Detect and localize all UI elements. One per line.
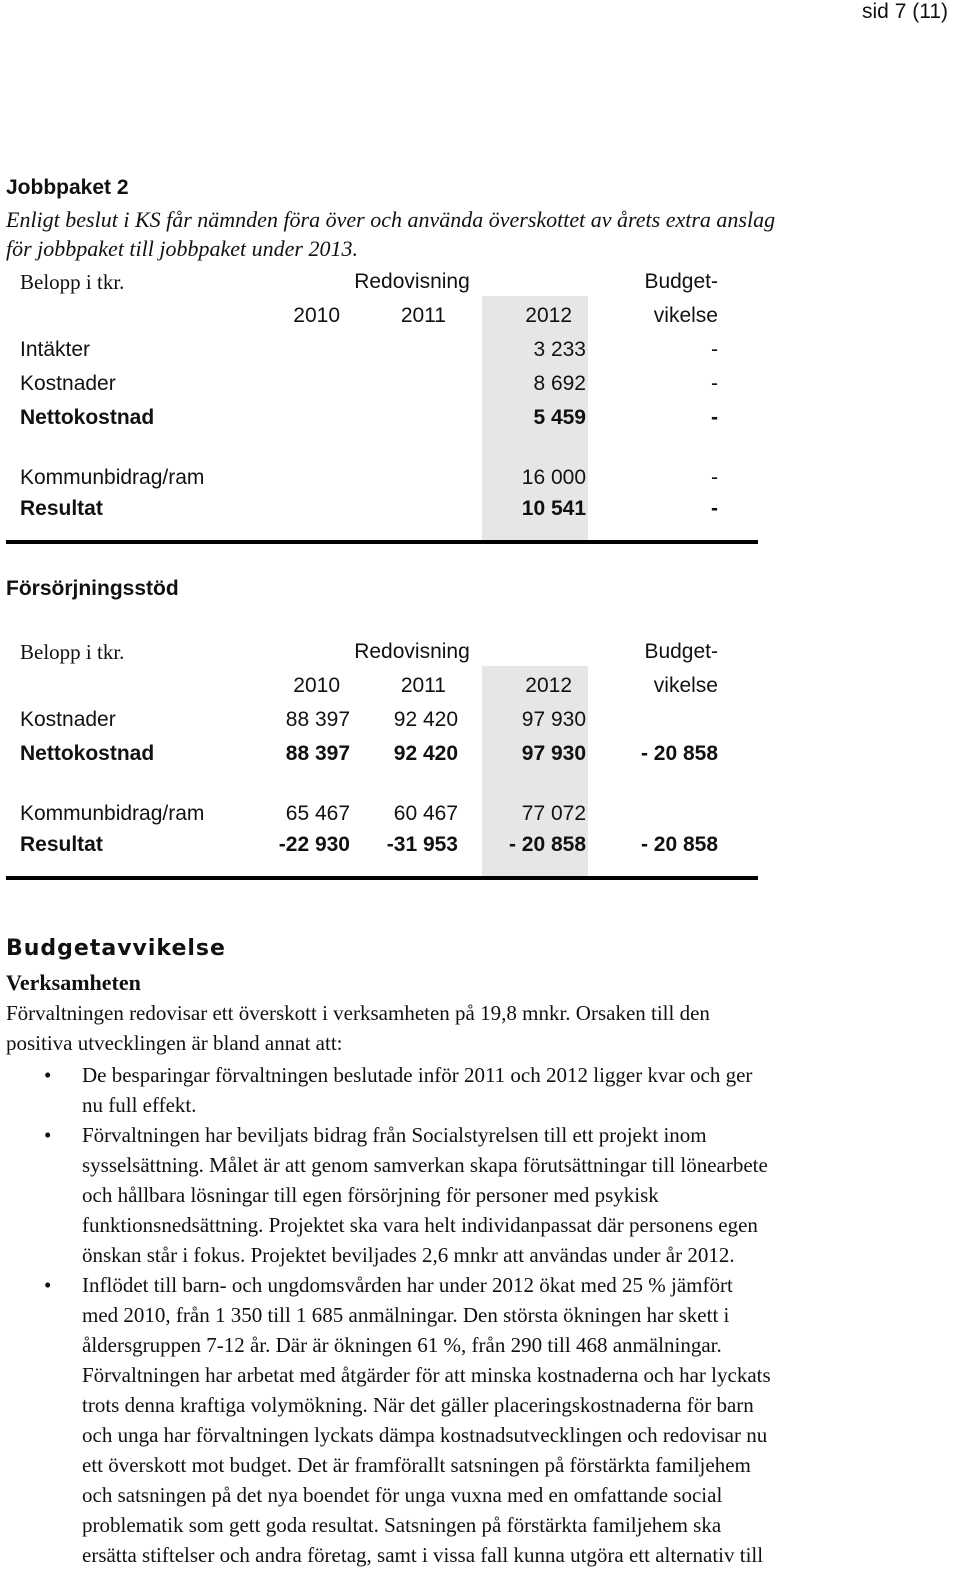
body-paragraph [6,998,856,1058]
bullet-line: och unga har förvaltningen lyckats dämpa kostnadsutvecklingen och redovisar nu [82,1423,768,1447]
year-header-2010: 2010 [293,304,340,327]
row-label-nettokostnad: Nettokostnad [20,406,155,429]
redovisning-header: Redovisning [354,640,470,663]
bullet-line: och hållbara lösningar till egen försörjning för personer med psykisk [82,1183,659,1207]
budget-table-jobbpaket [6,262,758,544]
cell-2011: 60 467 [393,802,458,825]
row-label-kommunbidrag: Kommunbidrag/ram [20,466,205,489]
page-number: sid 7 (11) [862,0,948,23]
bullet-line: funktionsnedsättning. Projektet ska vara helt individanpassat där personens egen [82,1213,758,1237]
bullet-line: åldersgruppen 7-12 år. Där är ökningen 61 %, från 290 till 468 anmälningar. [82,1333,722,1357]
bullet-line: trots denna kraftiga volymökning. När det gäller placeringskostnaderna för barn [82,1393,754,1417]
paragraph-line: positiva utvecklingen är bland annat att: [6,1031,343,1055]
bullet-line: ersätta stiftelser och andra företag, samt i vissa fall kunna utgöra ett alternativ till [82,1543,764,1567]
cell-deviation: - [711,406,718,429]
bullet-icon: • [44,1123,52,1147]
bullet-line: ett överskott mot budget. Det är framförallt satsningen på förstärkta familjehem [82,1453,751,1477]
bullet-line: och satsningen på det nya boendet för unga vuxna med en omfattande social [82,1483,723,1507]
cell-2010: -22 930 [278,833,350,856]
budget-table-forsorjningsstod [6,632,758,880]
bullet-line: sysselsättning. Målet är att genom samverkan skapa förutsättningar till lönearbete [82,1153,768,1177]
cell-2012: 3 233 [533,338,586,361]
cell-2012: 97 930 [521,708,586,731]
section-heading-forsorjningsstod: Försörjningsstöd [6,577,179,600]
row-label-resultat: Resultat [20,833,103,856]
cell-2011: 92 420 [393,708,458,731]
cell-2012: 16 000 [521,466,586,489]
cell-deviation: - [711,372,718,395]
row-label-resultat: Resultat [20,497,103,520]
bullet-line: Förvaltningen har beviljats bidrag från Socialstyrelsen till ett projekt inom [82,1123,707,1147]
bullet-list [0,1060,880,1570]
cell-2012: 97 930 [521,742,586,765]
budget-header-bottom: vikelse [653,674,718,697]
intro-line: för jobbpaket till jobbpaket under 2013. [6,236,358,261]
bullet-line: Inflödet till barn- och ungdomsvården har under 2012 ökat med 25 % jämfört [82,1273,733,1297]
cell-2011: -31 953 [386,833,458,856]
cell-deviation: - [711,338,718,361]
cell-2012: 10 541 [521,497,586,520]
cell-deviation: - [711,466,718,489]
year-header-2012: 2012 [525,674,572,697]
year-header-2012: 2012 [525,304,572,327]
cell-2012: 8 692 [533,372,586,395]
section-heading-jobbpaket: Jobbpaket 2 [6,176,129,199]
cell-deviation: - [711,497,718,520]
budget-header-top: Budget- [644,270,718,293]
cell-2010: 88 397 [285,742,350,765]
cell-2010: 65 467 [285,802,350,825]
list-item [0,1270,880,1570]
list-item [0,1060,880,1120]
redovisning-header: Redovisning [354,270,470,293]
bullet-line: nu full effekt. [82,1093,197,1117]
amount-unit-label: Belopp i tkr. [20,270,125,294]
cell-2012: 5 459 [533,406,586,429]
cell-2012: - 20 858 [508,833,586,856]
year-header-2011: 2011 [400,304,446,327]
cell-deviation: - 20 858 [640,742,718,765]
row-label-intakter: Intäkter [20,338,91,361]
year-header-2011: 2011 [400,674,446,697]
row-label-kommunbidrag: Kommunbidrag/ram [20,802,205,825]
cell-2010: 88 397 [285,708,350,731]
bullet-line: Förvaltningen har arbetat med åtgärder för att minska kostnaderna och har lyckats [82,1363,771,1387]
row-label-nettokostnad: Nettokostnad [20,742,155,765]
bullet-line: problematik som gett goda resultat. Satsningen på förstärkta familjehem ska [82,1513,722,1537]
budget-header-bottom: vikelse [653,304,718,327]
cell-deviation: - 20 858 [640,833,718,856]
bullet-line: med 2010, från 1 350 till 1 685 anmälningar. Den största ökningen har skett i [82,1303,730,1327]
bullet-line: De besparingar förvaltningen beslutade inför 2011 och 2012 ligger kvar och ger [82,1063,753,1087]
subheading-verksamheten: Verksamheten [6,970,141,995]
bullet-icon: • [44,1273,52,1297]
row-label-kostnader: Kostnader [20,372,116,395]
paragraph-line: Förvaltningen redovisar ett överskott i verksamheten på 19,8 mnkr. Orsaken till den [6,1001,710,1025]
cell-2012: 77 072 [521,802,586,825]
bullet-icon: • [44,1063,52,1087]
intro-paragraph [6,205,906,263]
intro-line: Enligt beslut i KS får nämnden föra över och använda överskottet av årets extra anslag [6,207,776,232]
budget-header-top: Budget- [644,640,718,663]
row-label-kostnader: Kostnader [20,708,116,731]
section-heading-budgetavvikelse: Budgetavvikelse [6,936,226,961]
bullet-line: önskan står i fokus. Projektet beviljades 2,6 mnkr att användas under år 2012. [82,1243,735,1267]
list-item [0,1120,880,1270]
year-header-2010: 2010 [293,674,340,697]
amount-unit-label: Belopp i tkr. [20,640,125,664]
cell-2011: 92 420 [393,742,458,765]
